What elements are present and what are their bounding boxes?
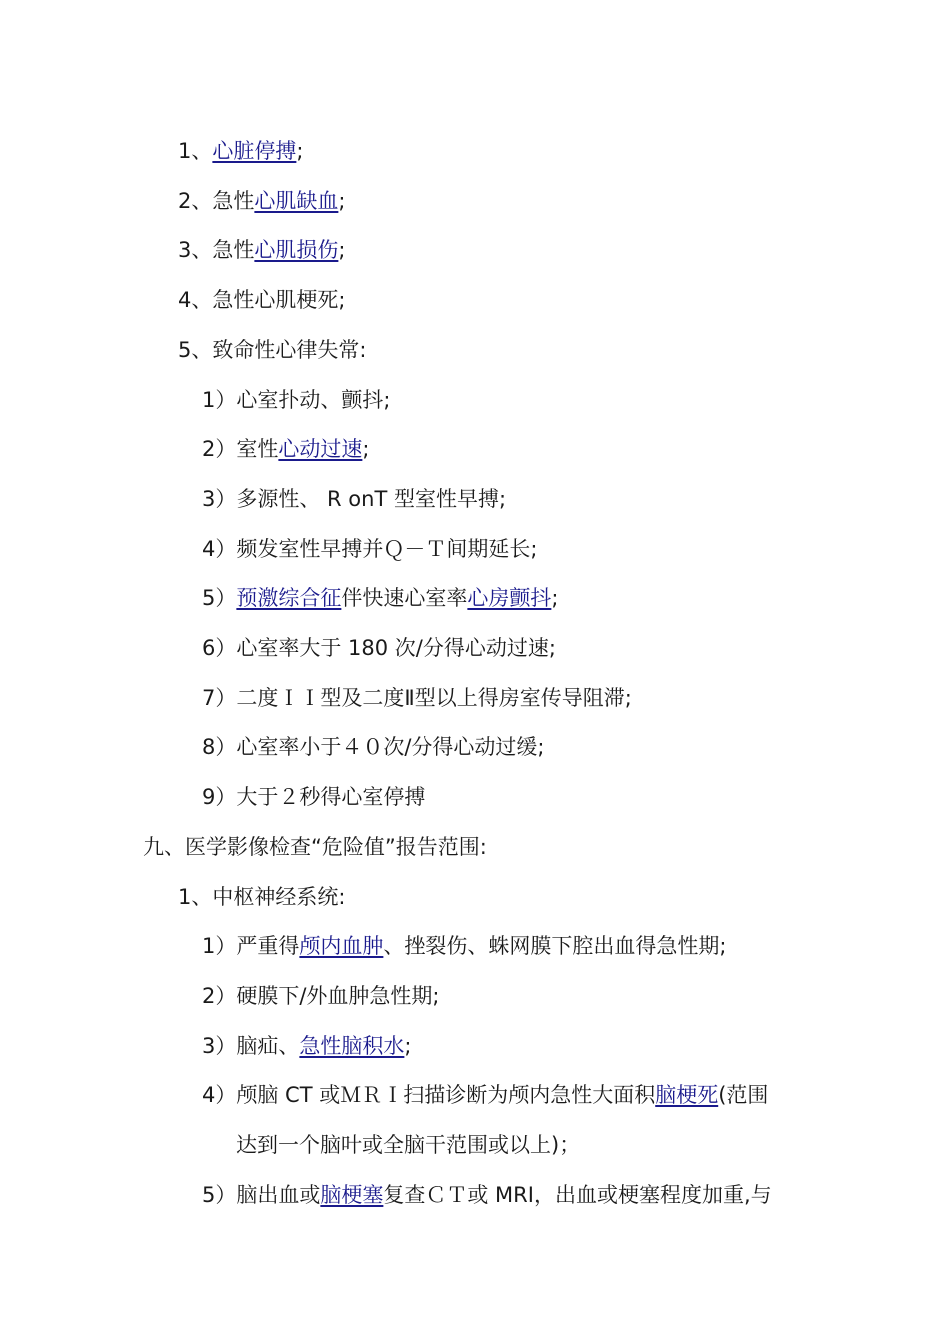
text-line bbox=[202, 931, 726, 961]
text-fragment: 2）室性 bbox=[202, 437, 279, 462]
term-link[interactable]: 预激综合征 bbox=[236, 586, 342, 611]
term-link[interactable]: 心动过速 bbox=[278, 437, 363, 462]
term-link[interactable]: 颅内血肿 bbox=[299, 934, 384, 959]
text-fragment: 1）严重得 bbox=[202, 934, 300, 959]
text-fragment: 6）心室率大于 180 次/分得心动过速; bbox=[202, 636, 556, 660]
text-line bbox=[202, 434, 369, 464]
text-fragment: 伴快速心室率 bbox=[341, 586, 468, 611]
text-line bbox=[202, 1031, 411, 1061]
text-line bbox=[202, 981, 440, 1011]
text-fragment: 5） bbox=[202, 586, 237, 611]
text-fragment: ; bbox=[551, 586, 559, 611]
text-line bbox=[178, 235, 345, 265]
text-line bbox=[178, 882, 345, 912]
text-line bbox=[202, 385, 390, 415]
text-line bbox=[202, 534, 537, 564]
text-fragment: ; bbox=[362, 437, 370, 462]
text-line bbox=[143, 832, 487, 862]
text-fragment: 9）大于２秒得心室停搏 bbox=[202, 785, 426, 810]
text-line bbox=[178, 136, 303, 166]
text-line bbox=[178, 285, 345, 315]
text-fragment: 4）频发室性早搏并Ｑ－Ｔ间期延长; bbox=[202, 536, 538, 561]
text-fragment: 5、致命性心律失常: bbox=[178, 337, 367, 362]
text-line bbox=[202, 1080, 768, 1110]
text-fragment: 九、医学影像检查“危险值”报告范围: bbox=[143, 834, 487, 859]
text-fragment: 3）多源性、 R onT 型室性早搏; bbox=[202, 486, 507, 511]
text-fragment: ; bbox=[338, 188, 346, 213]
text-fragment: 1、 bbox=[178, 139, 213, 163]
text-fragment: 4、急性心肌梗死; bbox=[178, 288, 346, 313]
text-line bbox=[202, 732, 545, 762]
text-line bbox=[202, 633, 556, 663]
text-fragment: 复查ＣＴ或 MRI，出血或梗塞程度加重,与 bbox=[383, 1182, 772, 1207]
text-fragment: 1、中枢神经系统: bbox=[178, 884, 346, 909]
text-fragment: 7）二度ＩＩ型及二度Ⅱ型以上得房室传导阻滞; bbox=[202, 685, 632, 710]
term-link[interactable]: 脑梗塞 bbox=[320, 1182, 384, 1207]
text-fragment: 2、急性 bbox=[178, 188, 255, 213]
text-fragment: (范围 bbox=[718, 1083, 769, 1108]
text-fragment: 4）颅脑 CT 或ＭＲＩ扫描诊断为颅内急性大面积 bbox=[202, 1083, 656, 1108]
term-link[interactable]: 心肌缺血 bbox=[254, 188, 339, 213]
text-line bbox=[202, 683, 632, 713]
term-link[interactable]: 脑梗死 bbox=[655, 1083, 719, 1108]
term-link[interactable]: 心房颤抖 bbox=[467, 586, 552, 611]
text-line bbox=[178, 186, 345, 216]
text-fragment: ; bbox=[404, 1033, 412, 1058]
text-fragment: 8）心室率小于４０次/分得心动过缓; bbox=[202, 735, 545, 760]
text-line bbox=[236, 1130, 580, 1160]
text-fragment: 3、急性 bbox=[178, 238, 255, 263]
text-line bbox=[202, 484, 506, 514]
text-fragment: ; bbox=[338, 238, 346, 263]
text-fragment: 3）脑疝、 bbox=[202, 1033, 300, 1058]
term-link[interactable]: 心脏停搏 bbox=[212, 139, 297, 163]
text-fragment: 、挫裂伤、蛛网膜下腔出血得急性期; bbox=[383, 934, 727, 959]
text-fragment: 达到一个脑叶或全脑干范围或以上)； bbox=[236, 1133, 581, 1157]
term-link[interactable]: 心肌损伤 bbox=[254, 238, 339, 263]
text-fragment: 5）脑出血或 bbox=[202, 1182, 321, 1207]
text-fragment: 1）心室扑动、颤抖; bbox=[202, 387, 391, 412]
text-line bbox=[202, 782, 425, 812]
text-line bbox=[202, 1180, 772, 1210]
text-fragment: 2）硬膜下/外血肿急性期; bbox=[202, 983, 440, 1008]
text-fragment: ; bbox=[296, 139, 304, 163]
text-line bbox=[202, 583, 558, 613]
term-link[interactable]: 急性脑积水 bbox=[299, 1033, 405, 1058]
text-line bbox=[178, 335, 366, 365]
